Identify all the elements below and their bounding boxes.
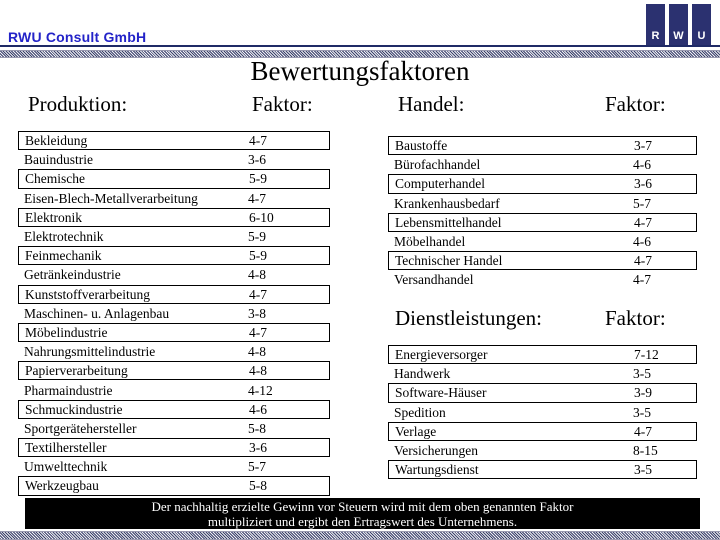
industry-name: Wartungsdienst	[395, 462, 479, 478]
industry-name: Versicherungen	[394, 443, 478, 459]
factor-value: 7-12	[634, 347, 659, 363]
factor-value: 4-6	[249, 401, 267, 417]
table-row	[388, 345, 697, 364]
table-row	[388, 194, 697, 213]
factor-label-produktion: Faktor:	[252, 92, 313, 116]
table-row	[388, 270, 697, 289]
factor-value: 3-9	[634, 385, 652, 401]
industry-name: Möbelhandel	[394, 234, 466, 250]
factor-value: 3-5	[633, 404, 651, 420]
industry-name: Lebensmittelhandel	[395, 214, 502, 230]
industry-name: Energieversorger	[395, 347, 488, 363]
table-row	[18, 438, 330, 457]
industry-name: Möbelindustrie	[25, 324, 108, 340]
factor-value: 5-7	[248, 459, 266, 475]
table-row	[18, 304, 330, 323]
factor-value: 4-6	[633, 234, 651, 250]
table-row	[18, 131, 330, 150]
table-row	[388, 251, 697, 270]
industry-name: Pharmaindustrie	[24, 382, 113, 398]
industry-name: Chemische	[25, 171, 85, 187]
table-row	[18, 457, 330, 476]
logo-letter-box	[692, 4, 711, 45]
industry-name: Handwerk	[394, 366, 451, 382]
footer-note	[25, 498, 700, 529]
industry-name: Getränkeindustrie	[24, 267, 121, 283]
industry-name: Elektrotechnik	[24, 229, 104, 245]
factor-value: 4-12	[248, 382, 273, 398]
factor-value: 5-8	[249, 478, 267, 494]
section-label-dienstleistungen: Dienstleistungen:	[395, 306, 542, 330]
rwu-logo	[646, 4, 711, 45]
factor-value: 3-6	[248, 152, 266, 168]
factor-value: 4-7	[249, 133, 267, 149]
factor-value: 4-7	[249, 286, 267, 302]
table-row	[388, 403, 697, 422]
industry-name: Umwelttechnik	[24, 459, 108, 475]
factor-value: 3-6	[634, 176, 652, 192]
footer-note-line1: Der nachhaltig erzielte Gewinn vor Steuern wird mit dem oben genannten Faktor	[151, 498, 574, 514]
table-row	[388, 155, 697, 174]
industry-name: Sportgerätehersteller	[24, 420, 137, 436]
table-row	[18, 419, 330, 438]
table-row	[18, 400, 330, 419]
industry-name: Werkzeugbau	[25, 478, 99, 494]
industry-name: Versandhandel	[394, 272, 474, 288]
table-row	[18, 476, 330, 495]
table-row	[18, 169, 330, 188]
table-row	[388, 364, 697, 383]
table-row	[18, 189, 330, 208]
section-label-handel: Handel:	[398, 92, 465, 116]
industry-name: Eisen-Blech-Metallverarbeitung	[24, 190, 198, 206]
industry-name: Kunststoffverarbeitung	[25, 286, 150, 302]
factor-value: 3-8	[248, 305, 266, 321]
footer-note-line2: multipliziert und ergibt den Ertragswert des Unternehmens.	[207, 513, 518, 529]
table-row	[18, 246, 330, 265]
factor-value: 3-5	[633, 366, 651, 382]
industry-name: Nahrungsmittelindustrie	[24, 344, 156, 360]
factor-value: 5-9	[249, 248, 267, 264]
table-row	[18, 380, 330, 399]
factor-value: 3-7	[634, 138, 652, 154]
industry-name: Bauindustrie	[24, 152, 93, 168]
table-row	[18, 208, 330, 227]
factor-value: 5-7	[633, 195, 651, 211]
factor-label-dienstleistungen: Faktor:	[605, 306, 666, 330]
factor-value: 3-6	[249, 440, 267, 456]
factor-value: 8-15	[633, 443, 658, 459]
industry-name: Technischer Handel	[395, 253, 503, 269]
industry-name: Computerhandel	[395, 176, 485, 192]
industry-name: Bekleidung	[25, 133, 88, 149]
factor-value: 4-8	[248, 344, 266, 360]
table-dienstleistungen	[388, 345, 697, 479]
industry-name: Baustoffe	[395, 138, 448, 154]
logo-letter: U	[697, 30, 706, 42]
table-row	[388, 136, 697, 155]
factor-value: 4-8	[249, 363, 267, 379]
factor-value: 5-9	[249, 171, 267, 187]
industry-name: Spedition	[394, 404, 446, 420]
factor-value: 3-5	[634, 462, 652, 478]
table-row	[388, 383, 697, 402]
logo-letter: W	[673, 30, 684, 42]
industry-name: Verlage	[395, 423, 437, 439]
hatch-band-bottom	[0, 531, 720, 540]
factor-value: 4-7	[248, 190, 266, 206]
table-row	[18, 361, 330, 380]
table-produktion	[18, 131, 330, 496]
industry-name: Krankenhausbedarf	[394, 195, 500, 211]
factor-value: 4-8	[248, 267, 266, 283]
industry-name: Papierverarbeitung	[25, 363, 128, 379]
logo-letter-box	[646, 4, 665, 45]
industry-name: Textilhersteller	[25, 440, 107, 456]
table-row	[18, 227, 330, 246]
table-row	[18, 265, 330, 284]
industry-name: Feinmechanik	[25, 248, 102, 264]
factor-value: 4-7	[633, 272, 651, 288]
factor-value: 6-10	[249, 209, 274, 225]
table-row	[388, 460, 697, 479]
industry-name: Bürofachhandel	[394, 157, 481, 173]
factor-value: 4-7	[634, 423, 652, 439]
industry-name: Schmuckindustrie	[25, 401, 123, 417]
factor-value: 4-6	[633, 157, 651, 173]
table-row	[18, 150, 330, 169]
factor-value: 4-7	[634, 253, 652, 269]
table-row	[18, 285, 330, 304]
industry-name: Software-Häuser	[395, 385, 487, 401]
table-row	[388, 441, 697, 460]
company-name: RWU Consult GmbH	[8, 29, 147, 45]
table-row	[18, 342, 330, 361]
table-handel	[388, 136, 697, 290]
table-row	[18, 323, 330, 342]
factor-value: 4-7	[634, 214, 652, 230]
logo-letter: R	[651, 30, 660, 42]
factor-label-handel: Faktor:	[605, 92, 666, 116]
industry-name: Maschinen- u. Anlagenbau	[24, 305, 170, 321]
factor-value: 5-9	[248, 229, 266, 245]
table-row	[388, 213, 697, 232]
header-rule	[0, 45, 720, 47]
table-row	[388, 232, 697, 251]
logo-letter-box	[669, 4, 688, 45]
factor-value: 4-7	[249, 324, 267, 340]
table-row	[388, 422, 697, 441]
page-title: Bewertungsfaktoren	[250, 56, 470, 86]
table-row	[388, 174, 697, 193]
factor-value: 5-8	[248, 420, 266, 436]
industry-name: Elektronik	[25, 209, 82, 225]
section-label-produktion: Produktion:	[28, 92, 128, 116]
